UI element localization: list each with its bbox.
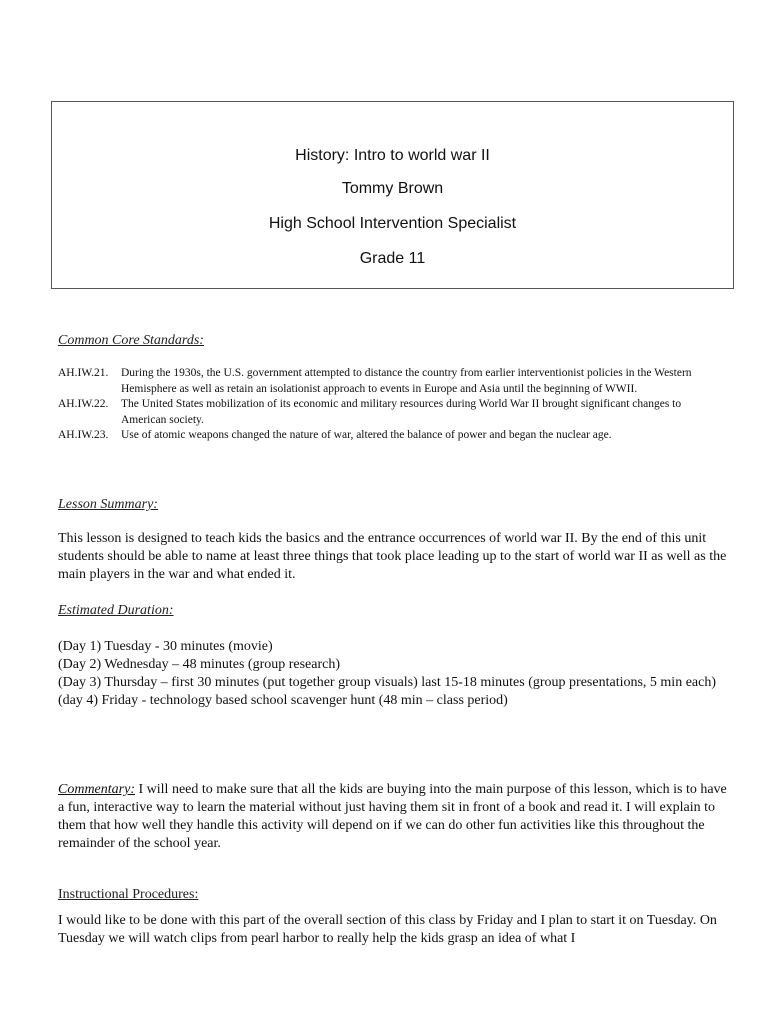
standard-text: The United States mobilization of its economic and military resources during World War II brought significant changes to American society. — [121, 398, 682, 426]
procedures-text: I would like to be done with this part of the overall section of this class by Friday and I plan to start it on Tuesday. On Tuesday we will watch clips from pearl harbor to really help the kids grasp an idea of what I — [58, 913, 717, 946]
standard-code: AH.IW.21. — [58, 367, 109, 379]
summary-text: This lesson is designed to teach kids the basics and the entrance occurrences of world war II. By the end of this unit students should be able to name at least three things that took place leading up to the start of world war II as well as the main players in the war and what ended it. — [58, 531, 727, 582]
title-box — [51, 101, 734, 289]
standard-code: AH.IW.22. — [58, 398, 109, 410]
standard-item — [58, 366, 728, 397]
procedures-heading: Instructional Procedures: — [58, 887, 199, 902]
author-name: Tommy Brown — [341, 180, 444, 197]
duration-heading: Estimated Duration: — [58, 603, 174, 618]
commentary-text: I will need to make sure that all the kids are buying into the main purpose of this lesson, which is to have a fun, interactive way to learn the material without just having them sit in front of a book and read it. I will explain to them that how well they handle this activity will depend on if we can do other fun activities like this throughout the remainder of the school year. — [58, 782, 727, 851]
duration-item: (Day 1) Tuesday - 30 minutes (movie) — [58, 639, 273, 654]
duration-item: (day 4) Friday - technology based school scavenger hunt (48 min – class period) — [58, 693, 508, 708]
duration-list — [58, 638, 734, 710]
duration-item: (Day 3) Thursday – first 30 minutes (put together group visuals) last 15-18 minutes (group presentations, 5 min each) — [58, 675, 716, 690]
commentary-heading: Commentary: — [58, 782, 135, 797]
commentary-paragraph — [58, 781, 734, 853]
standard-item — [58, 397, 728, 428]
standards-heading: Common Core Standards: — [58, 333, 204, 348]
standard-text: Use of atomic weapons changed the nature of war, altered the balance of power and began the nuclear age. — [121, 429, 612, 441]
standard-code: AH.IW.23. — [58, 429, 109, 441]
author-role: High School Intervention Specialist — [268, 215, 517, 232]
summary-heading: Lesson Summary: — [58, 497, 158, 512]
standards-list — [58, 366, 728, 444]
standard-text: During the 1930s, the U.S. government attempted to distance the country from earlier interventionist policies in the Western Hemisphere as well as retain an isolationist approach to events in Europe and Asia until the beginning of WWII. — [121, 367, 692, 395]
standard-item — [58, 428, 728, 444]
duration-item: (Day 2) Wednesday – 48 minutes (group research) — [58, 657, 341, 672]
lesson-title: History: Intro to world war II — [295, 147, 490, 164]
grade-level: Grade 11 — [359, 250, 426, 267]
